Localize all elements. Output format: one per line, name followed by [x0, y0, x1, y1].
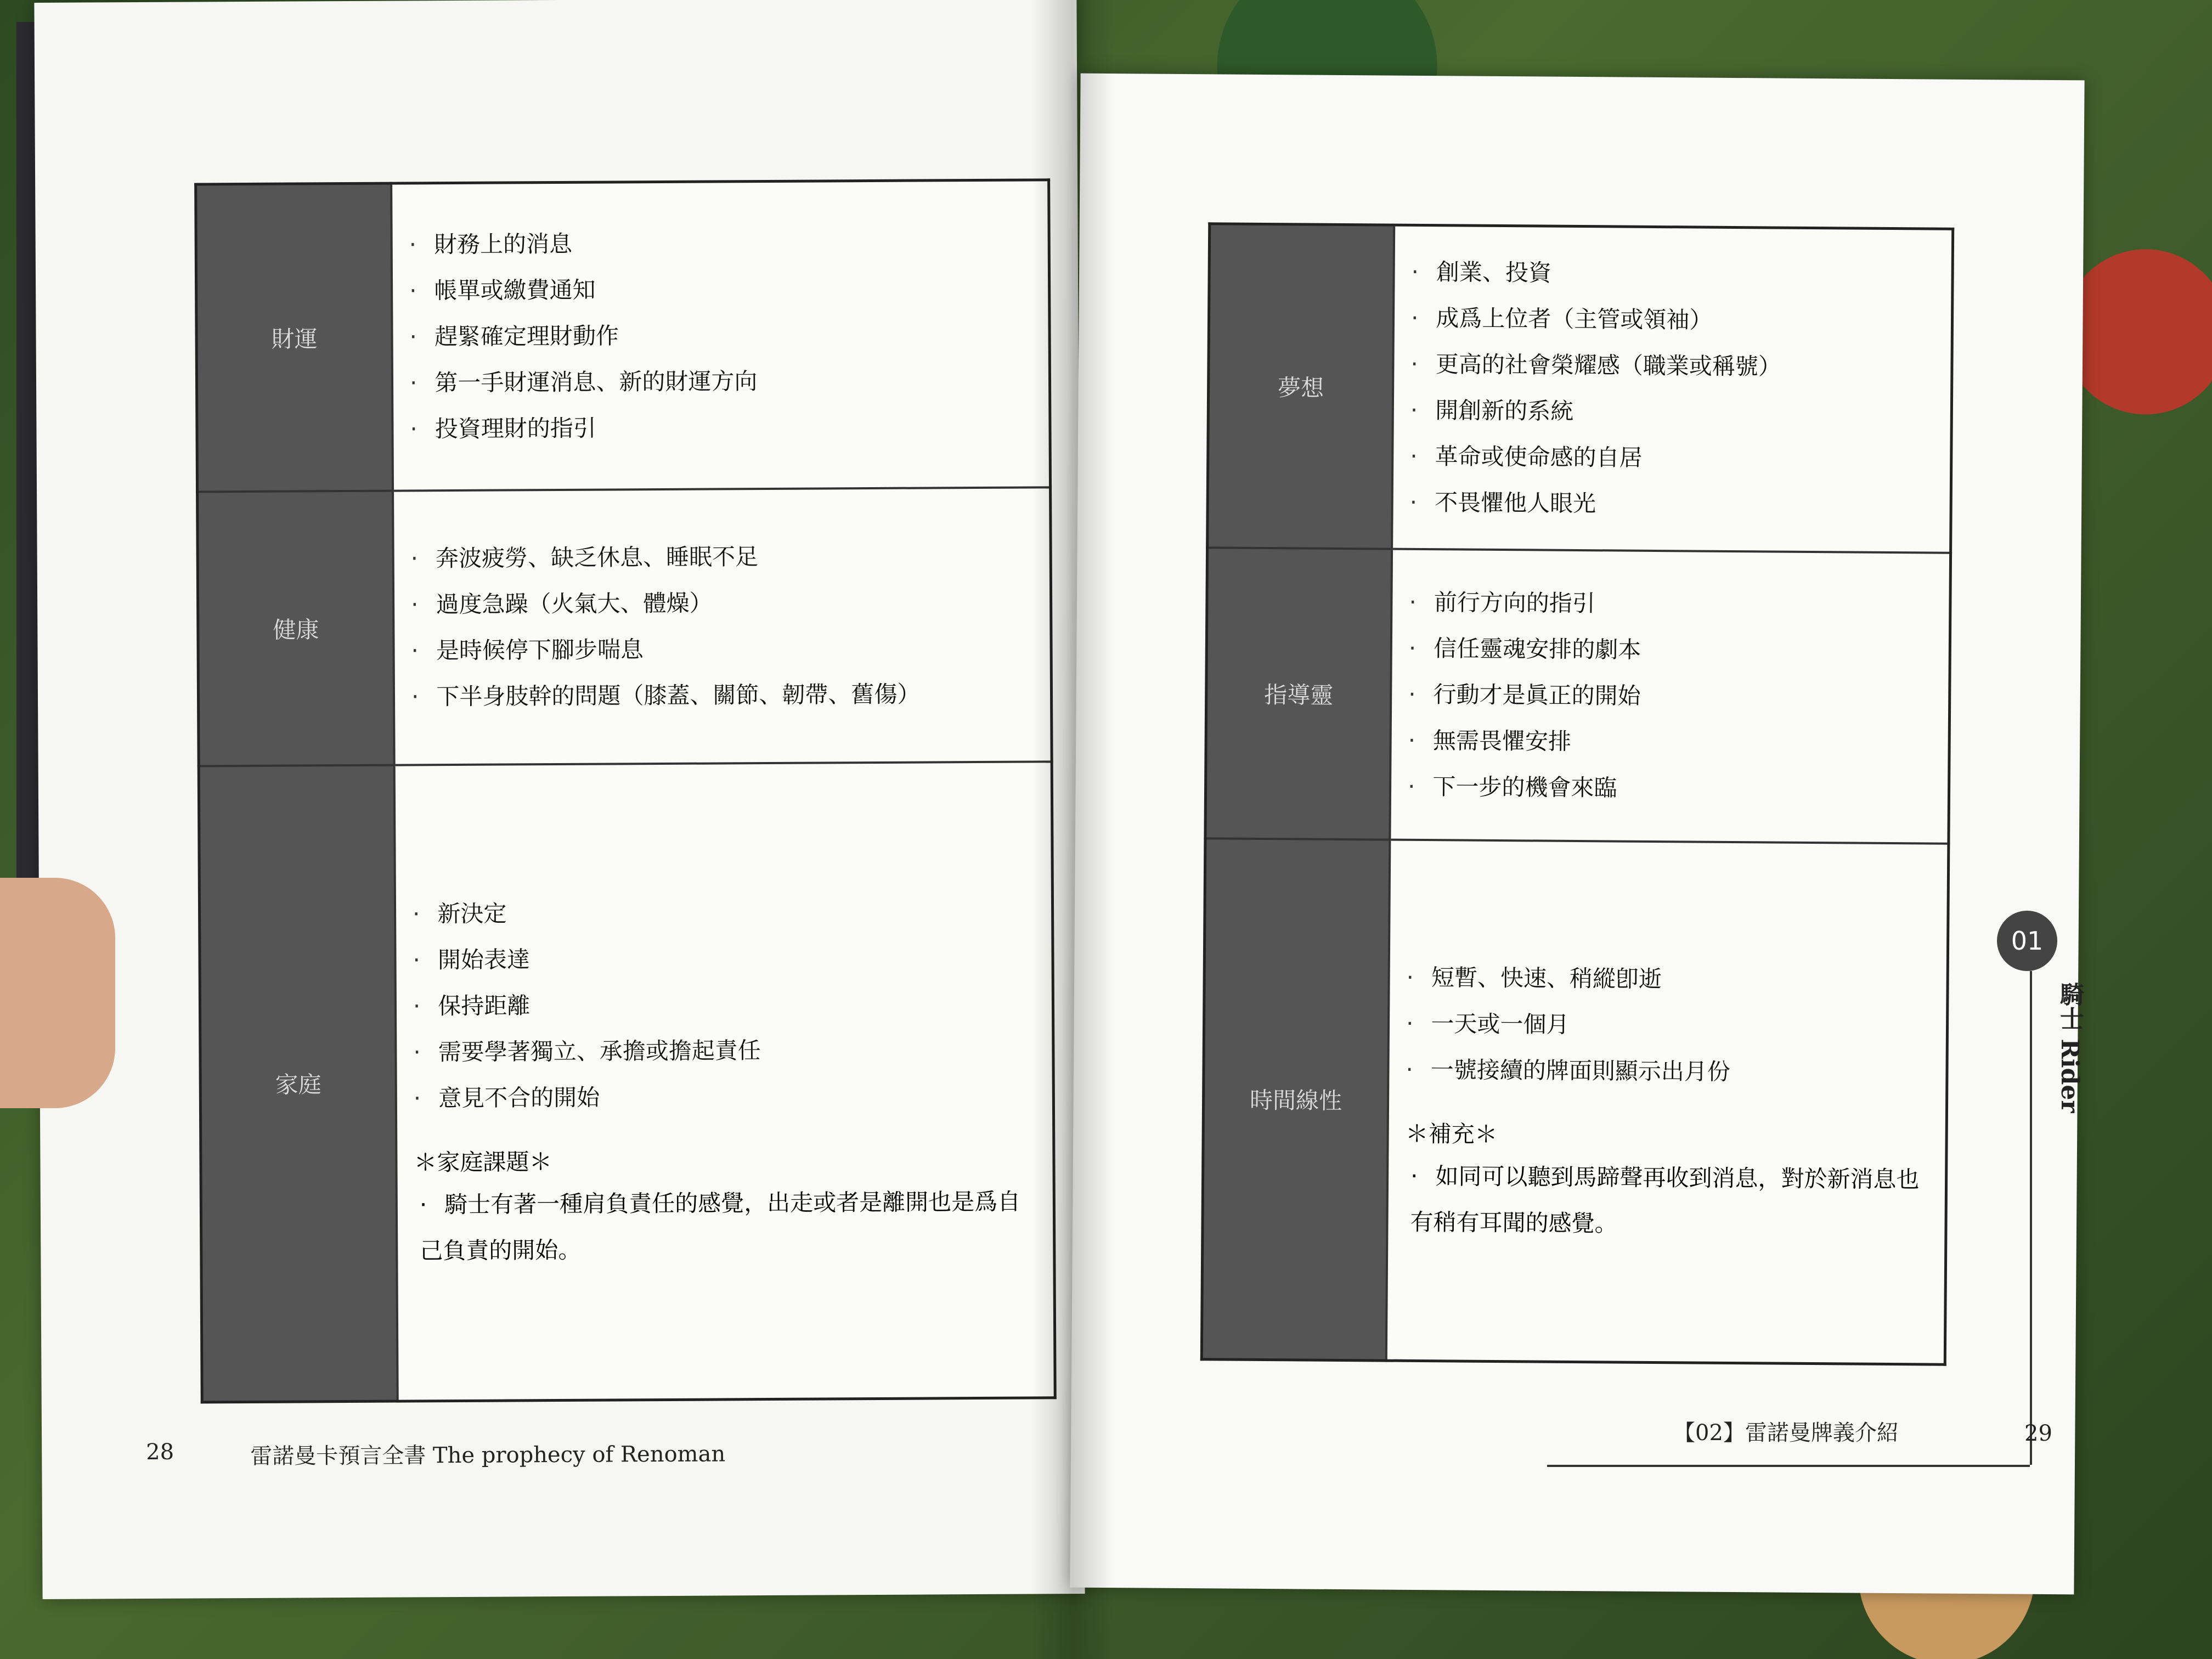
list-item: · 前行方向的指引 [1409, 579, 1933, 629]
note-title: ＊家庭課題＊ [414, 1148, 552, 1176]
list-item: · 信任靈魂安排的劇本 [1409, 625, 1933, 675]
category-cell: 指導靈 [1205, 548, 1392, 839]
list-item: · 成爲上位者（主管或領袖） [1411, 295, 1935, 345]
list-item: · 創業、投資 [1411, 249, 1935, 299]
list-item: · 行動才是眞正的開始 [1408, 671, 1932, 721]
list-item: · 不畏懼他人眼光 [1409, 479, 1933, 529]
left-card-meaning-table [194, 178, 1057, 1403]
chapter-rule-horizontal [1547, 1465, 2030, 1467]
thumb [0, 878, 115, 1108]
content-cell [391, 180, 1050, 490]
list-item: · 第一手財運消息、新的財運方向 [410, 357, 1032, 406]
chapter-rule-vertical [2030, 971, 2032, 1465]
content-cell [1392, 225, 1953, 552]
left-page [34, 0, 1085, 1599]
table-row [198, 487, 1052, 766]
list-item: · 新決定 [413, 888, 1035, 938]
list-item: · 過度急躁（火氣大、體燥） [411, 578, 1033, 628]
list-item: · 短暫、快速、稍縱卽逝 [1406, 955, 1930, 1005]
list-item: · 無需畏懼安排 [1408, 717, 1932, 767]
list-item: · 更高的社會榮耀感（職業或稱號） [1410, 341, 1934, 391]
list-item: · 需要學著獨立、承擔或擔起責任 [413, 1026, 1035, 1076]
category-cell: 時間線性 [1201, 838, 1390, 1361]
content-cell [394, 761, 1056, 1401]
note-title: ＊補充＊ [1405, 1120, 1498, 1148]
content-cell [1390, 549, 1950, 843]
category-cell: 夢想 [1207, 224, 1395, 549]
note-text: · 如同可以聽到馬蹄聲再收到消息，對於新消息也有稍有耳聞的感覺。 [1404, 1153, 1928, 1249]
list-item: · 下一步的機會來臨 [1408, 763, 1932, 813]
list-item: · 奔波疲勞、缺乏休息、睡眠不足 [410, 532, 1032, 582]
table-row [199, 761, 1055, 1402]
list-item: · 開始表達 [413, 934, 1035, 984]
list-item: · 一天或一個月 [1406, 1001, 1930, 1051]
footer-book-title: 雷諾曼卡預言全書 The prophecy of Renoman [250, 1441, 726, 1469]
list-item: · 帳單或繳費通知 [409, 264, 1031, 314]
list-item: · 一號接續的牌面則顯示出月份 [1406, 1047, 1929, 1097]
table-row [1207, 224, 1953, 552]
right-card-meaning-table [1200, 222, 1954, 1365]
book-spine-shadow [1031, 0, 1114, 1659]
page-number: 29 [2024, 1421, 2052, 1446]
list-item: · 是時候停下腳步喘息 [411, 624, 1033, 674]
category-cell: 財運 [196, 183, 393, 492]
content-cell [1386, 839, 1949, 1364]
list-item: · 開創新的系統 [1410, 387, 1934, 437]
footer-section-title: 【02】雷諾曼牌義介紹 [1673, 1420, 1899, 1446]
list-item: · 投資理財的指引 [410, 403, 1032, 452]
table-row [196, 180, 1051, 492]
note-text: · 騎士有著一種肩負責任的感覺，出走或者是離開也是爲自己負責的開始。 [414, 1179, 1037, 1274]
list-item: · 保持距離 [413, 980, 1035, 1030]
list-item: · 趕緊確定理財動作 [409, 311, 1031, 360]
content-cell [393, 487, 1052, 765]
list-item: · 下半身肢幹的問題（膝蓋、關節、韌帶、舊傷） [411, 670, 1034, 720]
table-row [1205, 548, 1951, 843]
category-cell: 家庭 [199, 765, 398, 1402]
list-item: · 意見不合的開始 [414, 1073, 1036, 1122]
category-cell: 健康 [198, 490, 394, 766]
list-item: · 革命或使命感的自居 [1410, 433, 1934, 483]
table-row [1201, 838, 1949, 1364]
chapter-label: 騎士 Rider [2056, 982, 2084, 1113]
chapter-number-badge: 01 [1997, 911, 2057, 971]
list-item: · 財務上的消息 [409, 218, 1031, 268]
page-number: 28 [146, 1439, 174, 1465]
